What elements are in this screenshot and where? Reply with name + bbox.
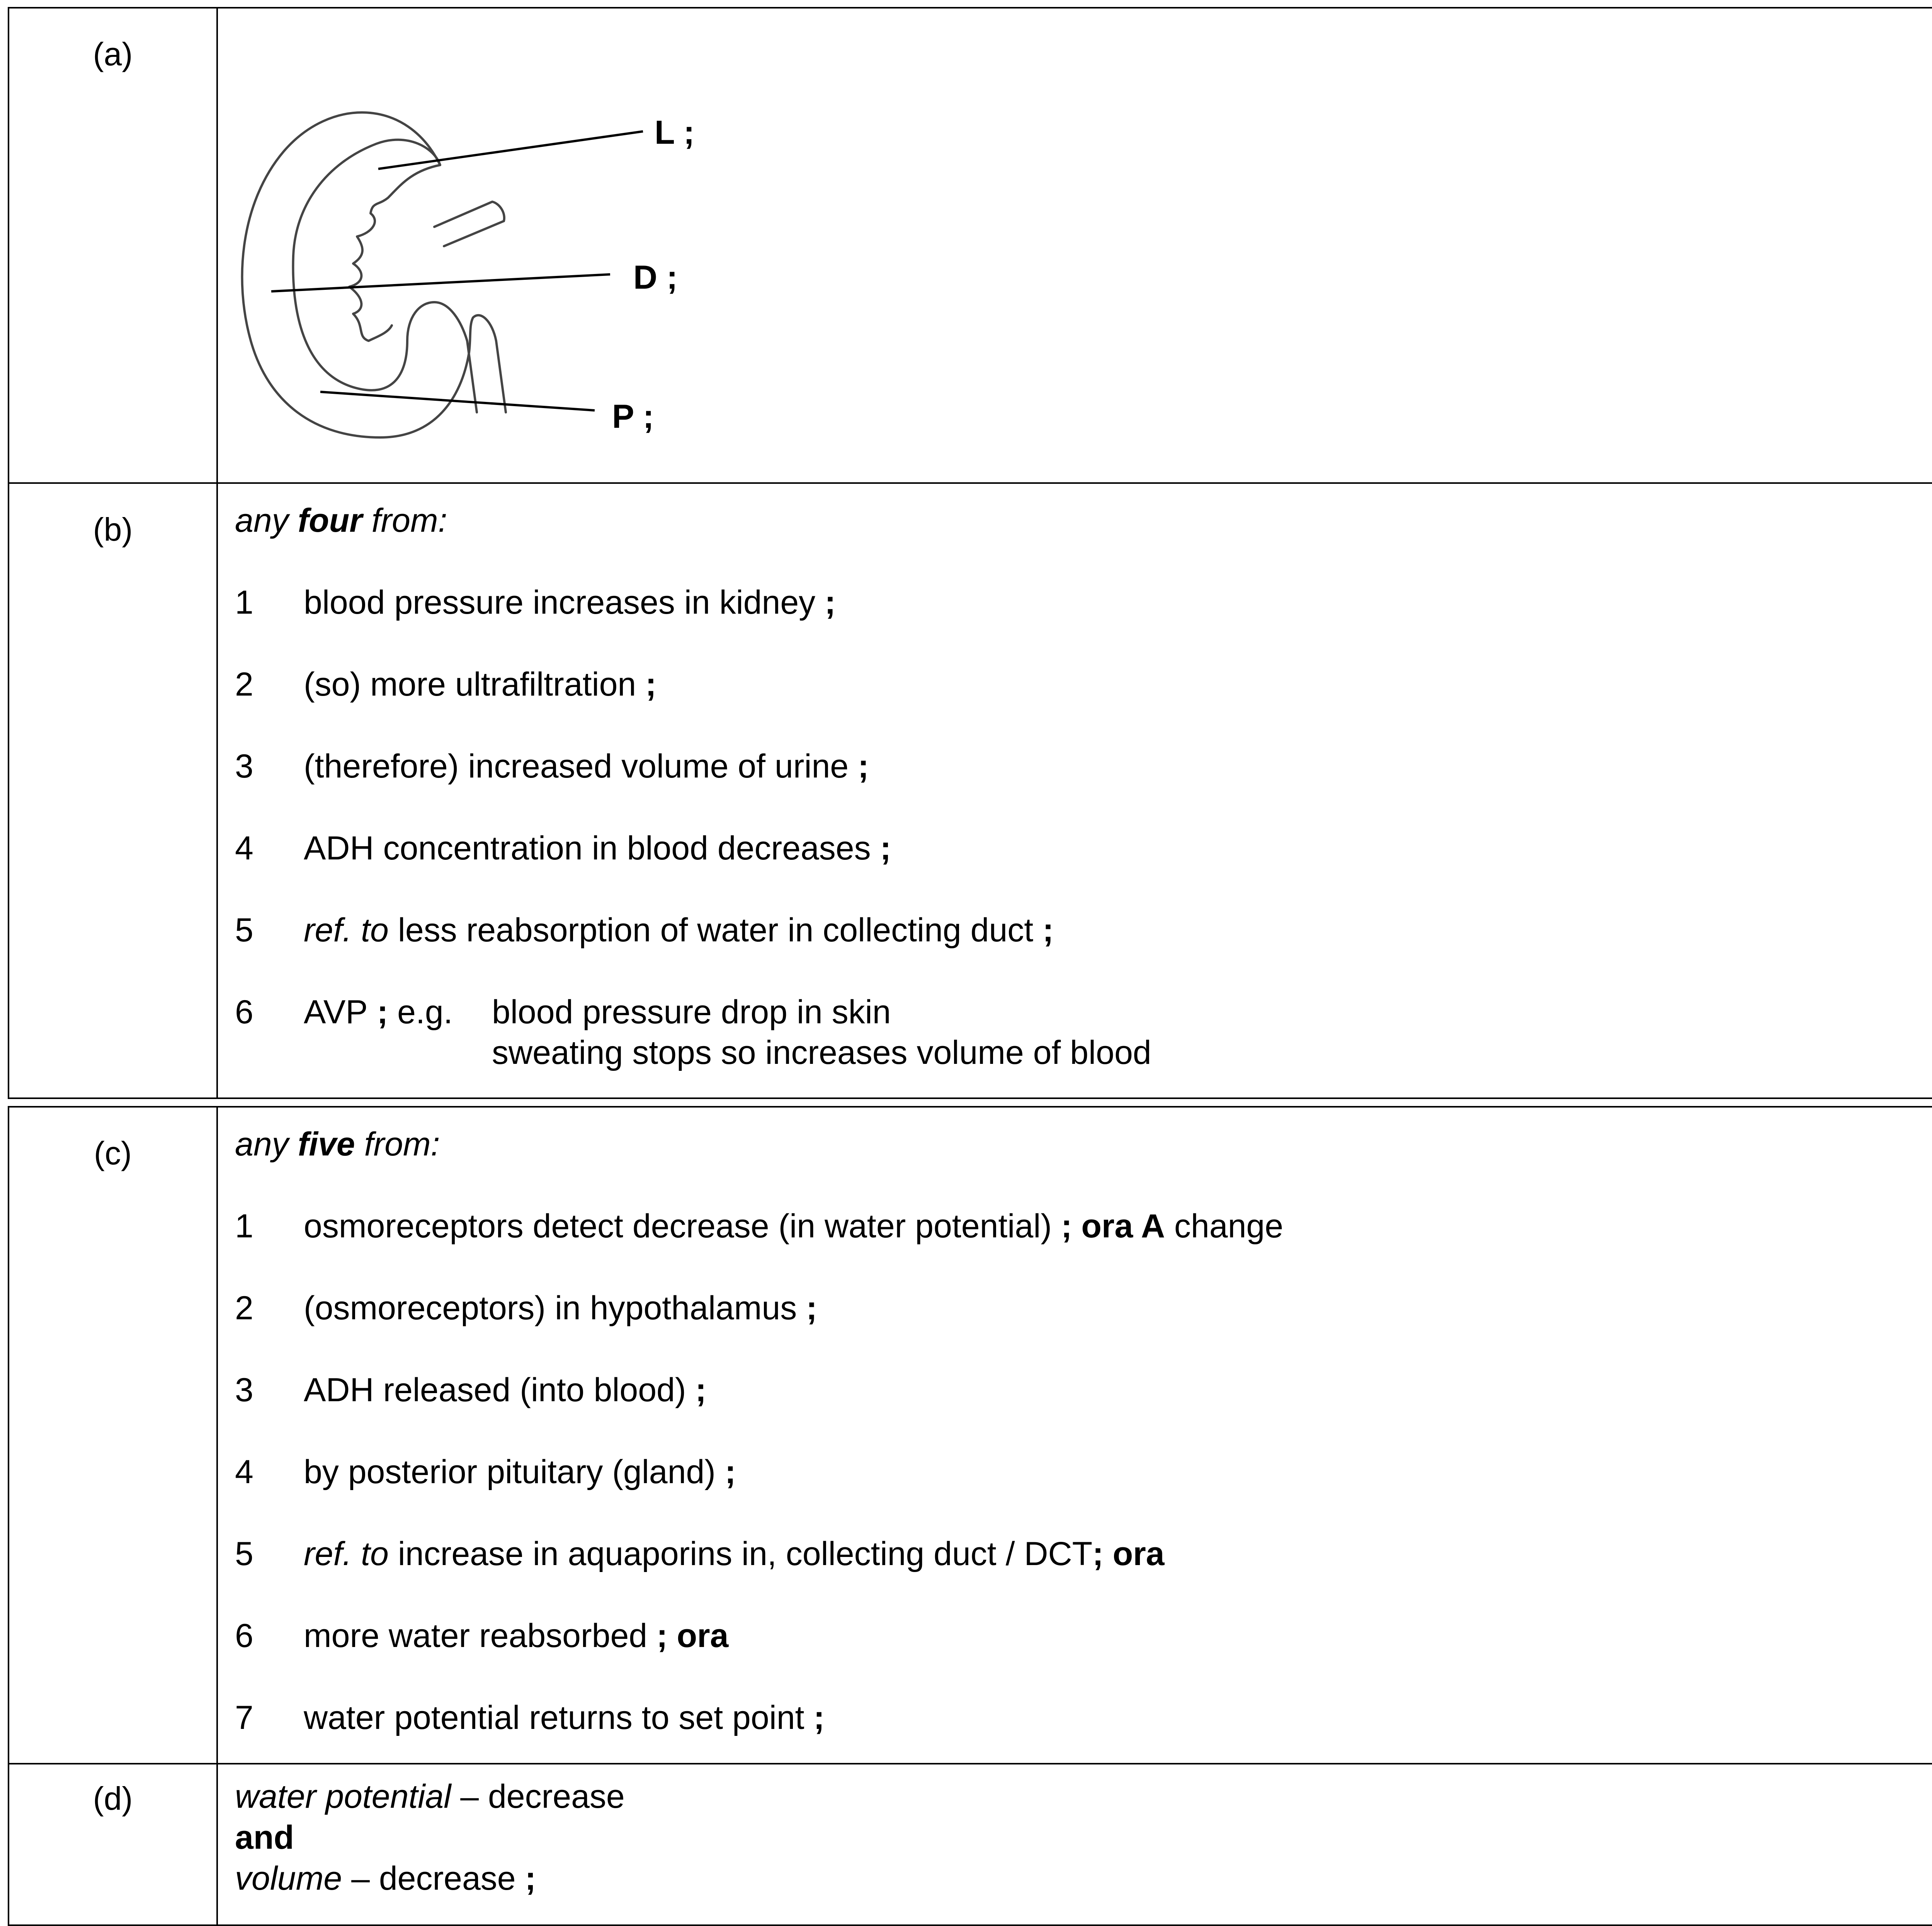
example-line-2: sweating stops so increases volume of blood [492,1034,1151,1071]
list-item: 6 AVP ; e.g. blood pressure drop in skin sweating stops so increases volume of blood [235,994,1151,1071]
mark-scheme-table-1 [8,7,1932,1099]
row-c [9,1108,1932,1764]
label-l: L ; [655,114,695,151]
label-line-p [320,392,595,410]
part-label-a: (a) [93,36,133,72]
list-item: 6 more water reabsorbed ; ora [235,1617,729,1654]
row-a [9,9,1932,484]
list-item: 1 osmoreceptors detect decrease (in water potential) ; ora A change [235,1208,1284,1245]
list-item: 5 ref. to increase in aquaporins in, collecting duct / DCT; ora [235,1535,1165,1572]
intro-c: any five from: [235,1126,440,1163]
example-line-1: blood pressure drop in skin [492,994,891,1031]
intro-b: any four from: [235,502,447,539]
renal-vessel [434,202,504,246]
answer-c [235,1125,1932,1737]
list-item: 4 ADH concentration in blood decreases ; [235,830,891,867]
part-label-d: (d) [93,1780,133,1817]
row-b [9,484,1932,1101]
label-p: P ; [612,398,654,435]
list-item: 3 ADH released (into blood) ; [235,1371,707,1409]
answer-d [235,1776,625,1899]
list-item: 7 water potential returns to set point ; [235,1699,825,1736]
kidney-inner-outline [293,140,477,412]
list-item: 4 by posterior pituitary (gland) ; [235,1453,736,1490]
part-label-b: (b) [93,511,133,548]
answer-d-line-2: and [235,1819,294,1856]
row-d [9,1764,1932,1924]
label-line-l [378,131,643,169]
kidney-outer-outline [242,112,506,437]
list-item: 5 ref. to less reabsorption of water in collecting duct ; [235,912,1054,949]
label-d: D ; [633,259,678,296]
kidney-diagram [226,32,805,457]
list-item: 3 (therefore) increased volume of urine ; [235,748,869,785]
list-item: 2 (osmoreceptors) in hypothalamus ; [235,1290,817,1327]
label-line-d [271,274,610,291]
list-item: 1 blood pressure increases in kidney ; [235,584,836,621]
answer-b [235,501,1932,1070]
part-label-c: (c) [94,1135,132,1171]
list-item: 2 (so) more ultrafiltration ; [235,666,656,703]
answer-d-line-1: water potential – decrease [235,1778,625,1815]
mark-scheme-table-2 [8,1106,1932,1926]
answer-d-line-3: volume – decrease ; [235,1860,536,1897]
kidney-medulla [349,165,440,341]
